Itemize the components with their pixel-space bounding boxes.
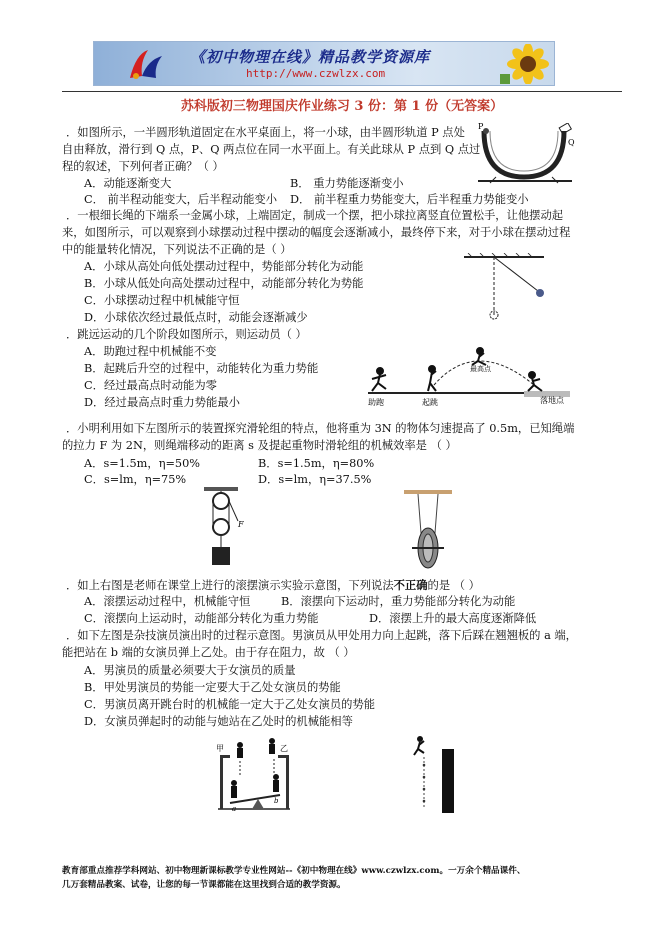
q2-stem-line3: 中的能量转化情况，下列说法不正确的是（ ）: [62, 243, 292, 256]
q5-stem: [66, 577, 480, 595]
q2-pendulum-figure: [460, 253, 550, 323]
q6-label-yi: 乙: [280, 744, 288, 753]
q1-stem-line2: 自由释放，滑行到 Q 点，P、Q 两点位在同一水平面上。有关此球从 P 点到 Q 点过: [62, 143, 481, 156]
footer-line1: 教育部重点推荐学科网站、初中物理新课标教学专业性网站--《初中物理在线》www.czwlzx.com。一万余个精品课件、: [62, 866, 526, 876]
q5-stem-bold: 不正确: [393, 578, 428, 592]
q3-label-top: 最高点: [470, 365, 491, 373]
header-rule: [62, 91, 622, 92]
q6-option-d: D．女演员弹起时的动能与她站在乙处时的机械能相等: [84, 715, 353, 728]
document-title: 苏科版初三物理国庆作业练习 3 份：第 1 份（无答案）: [180, 99, 504, 114]
q3-option-d: D．经过最高点时重力势能最小: [84, 396, 240, 409]
q4-stem-line1: ．小明利用如下左图所示的装置探究滑轮组的特点，他将重为 3N 的物体匀速提高了 0.5m，已知绳端: [66, 422, 575, 435]
q5-option-b: B．滚摆向下运动时，重力势能部分转化为动能: [281, 595, 516, 608]
q3-stem: ．跳远运动的几个阶段如图所示，则运动员（ ）: [66, 328, 307, 341]
q6-diver-figure: [404, 733, 464, 815]
q3-label-jump: 起跳: [422, 398, 438, 407]
q2-option-b: B．小球从低处向高处摆动过程中，动能部分转化为势能: [84, 277, 364, 290]
q4-option-b: B．s=1.5m，η=80%: [258, 457, 375, 470]
q2-stem-line1: ．一根细长绳的下端系一金属小球，上端固定，制成一个摆，把小球拉离竖直位置松手，让他摆动起: [66, 209, 564, 222]
banner-url[interactable]: http://www.czwlzx.com: [246, 67, 386, 80]
q6-option-b: B．甲处男演员的势能一定要大于乙处女演员的势能: [84, 681, 341, 694]
q1-stem-line3: 程的叙述，下列何者正确？（ ）: [62, 160, 224, 173]
q1-stem-line1: ．如图所示，一半圆形轨道固定在水平桌面上，将一小球，由半圆形轨道 P 点处: [66, 126, 465, 139]
q1-option-c: C． 前半程动能变大，后半程动能变小: [84, 193, 277, 206]
q2-option-a: A．小球从高处向低处摆动过程中，势能部分转化为动能: [84, 260, 364, 273]
q6-label-b: b: [274, 797, 279, 805]
sunflower-icon: [498, 44, 550, 84]
q3-option-b: B．起跳后升空的过程中，动能转化为重力势能: [84, 362, 319, 375]
q6-option-a: A．男演员的质量必须要大于女演员的质量: [84, 664, 296, 677]
q3-label-run: 助跑: [368, 398, 384, 407]
q5-option-d: D．滚摆上升的最大高度逐渐降低: [369, 612, 537, 625]
q4-pulley-system-figure: [200, 487, 252, 569]
q5-option-c: C．滚摆向上运动时，动能部分转化为重力势能: [84, 612, 319, 625]
footer-line2: 几万套精品教案、试卷，让您的每一节课都能在这里找到合适的教学资源。: [62, 880, 346, 890]
q2-option-d: D．小球依次经过最低点时，动能会逐渐减少: [84, 311, 308, 324]
q6-stem-line1: ．如下左图是杂技演员演出时的过程示意图。男演员从甲处用力向上起跳，落下后踩在翘翘板的 a 端，: [66, 629, 577, 642]
q1-semicircle-track-figure: [476, 123, 578, 185]
q4-option-d: D．s=lm，η=37.5%: [258, 473, 372, 486]
q6-stem-line2: 能把站在 b 端的女演员弹上乙处。由于存在阻力，故 （ ）: [62, 646, 355, 659]
q5-stem-pre: ．如上右图是老师在课堂上进行的滚摆演示实验示意图，下列说法: [66, 579, 394, 592]
q6-label-jia: 甲: [216, 744, 224, 753]
q4-label-f: F: [238, 520, 244, 529]
q3-option-a: A．助跑过程中机械能不变: [84, 345, 217, 358]
q2-option-c: C．小球摆动过程中机械能守恒: [84, 294, 240, 307]
q1-label-q: Q: [568, 138, 575, 147]
q3-long-jump-figure: [364, 345, 574, 407]
site-logo-icon: [126, 46, 168, 82]
header-banner: [93, 41, 555, 86]
q4-option-c: C．s=lm，η=75%: [84, 473, 187, 486]
q5-option-a: A．滚摆运动过程中，机械能守恒: [84, 595, 251, 608]
q5-maxwell-wheel-figure: [404, 490, 452, 570]
q1-option-b: B． 重力势能逐渐变小: [290, 177, 404, 190]
q4-option-a: A．s=1.5m，η=50%: [84, 457, 201, 470]
q6-acrobat-seesaw-figure: [214, 733, 294, 813]
q2-stem-line2: 来，如图所示，可以观察到小球摆动过程中摆动的幅度会逐渐减小，最终停下来，对于小球在摆动过程: [62, 226, 571, 239]
banner-title: 《初中物理在线》精品教学资源库: [190, 48, 431, 66]
q4-stem-line2: 的拉力 F 为 2N，则绳端移动的距离 s 及提起重物时滑轮组的机械效率是 （ ）: [62, 439, 457, 452]
q5-stem-post: 的是 （ ）: [427, 579, 480, 592]
q1-option-a: A．动能逐渐变大: [84, 177, 172, 190]
q1-label-p: P: [478, 123, 484, 131]
q3-label-land: 落地点: [540, 396, 564, 405]
q6-label-a: a: [232, 805, 237, 813]
q1-option-d: D． 前半程重力势能变大，后半程重力势能变小: [290, 193, 529, 206]
q6-option-c: C．男演员离开跳台时的机械能一定大于乙处女演员的势能: [84, 698, 376, 711]
q3-option-c: C．经过最高点时动能为零: [84, 379, 217, 392]
